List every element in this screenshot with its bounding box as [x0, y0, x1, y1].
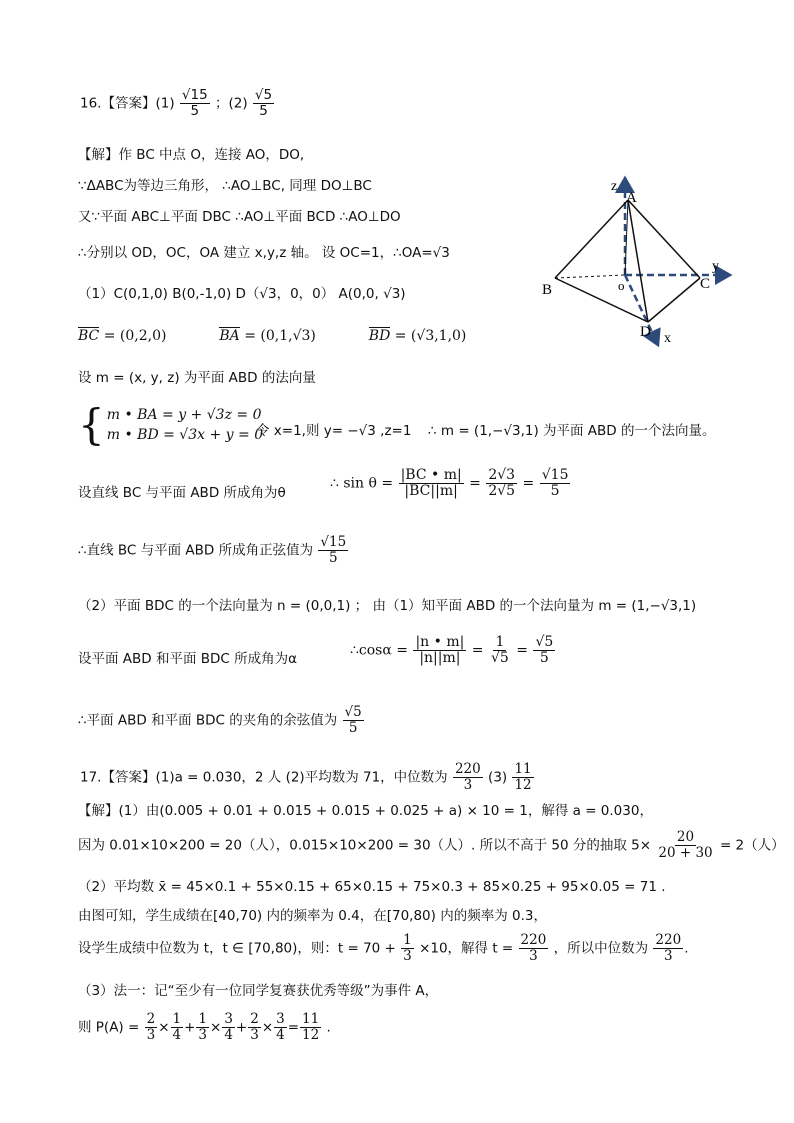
q16-answer2: $\frac{√5}{5}$ — [254, 87, 273, 119]
label-A: A — [626, 190, 637, 206]
label-B: B — [542, 282, 553, 298]
q16-sol-line4: ∴分别以 OD，OC，OA 建立 x,y,z 轴。 设 OC=1，∴OA=√3 — [78, 245, 450, 261]
q16-part2: （2）平面 BDC 的一个法向量为 n = (0,0,1) ； 由（1）知平面 ABD 的一个法向量为 m = (1,−√3,1) — [78, 598, 697, 614]
q16-header: 16.【答案】(1) — [80, 95, 175, 112]
q17-line4: 由图可知，学生成绩在[40,70) 内的频率为 0.4，在[70,80) 内的频率为 0.3， — [78, 908, 547, 924]
q16-sin-conclusion: ∴直线 BC 与平面 ABD 所成角正弦值为 $\frac{√15}{5}$ — [78, 534, 347, 566]
label-y: y — [712, 259, 719, 274]
q16-answer1: $\frac{√15}{5}$ — [181, 87, 208, 119]
q17-line7: 则 P(A) = $\frac{2}{3}$ × $\frac{1}{4}$ + $\frac{1}{3}$ × $\frac{3}{4}$ + $\frac{2}{3}$ × $\frac{3}{4}$ = $\frac{11}{12}$ . — [78, 1011, 331, 1043]
q16-vectors: BC = (0,2,0) BA = (0,1,√3) BD = (√3,1,0) — [78, 328, 467, 344]
q17-line2: 因为 0.01×10×200 = 20（人），0.015×10×200 = 30（人）. 所以不高于 50 分的抽取 5× $\frac{20}{20 + 30}$ = 2（人） — [78, 829, 785, 861]
q16-sol-line3: 又∵平面 ABC⊥平面 DBC ∴AO⊥平面 BCD ∴AO⊥DO — [78, 209, 401, 225]
q17-line1: 【解】(1）由(0.005 + 0.01 + 0.015 + 0.015 + 0.025 + a) × 10 = 1，解得 a = 0.030， — [78, 803, 653, 819]
q16-sol-line1: 【解】作 BC 中点 O，连接 AO，DO, — [78, 147, 305, 163]
label-z: z — [611, 179, 618, 194]
label-D: D — [640, 324, 651, 340]
q16-system: { m • BA = y + √3z = 0 m • BD = √3x + y = 0 — [78, 400, 264, 449]
q16-let-x: 令 x=1,则 y= −√3 ,z=1 — [256, 423, 412, 439]
q16-cos-formula: ∴cosα = $\frac{|n • m|}{|n||m|}$ = $\frac{1}{√5}$ = $\frac{√5}{5}$ — [350, 634, 554, 666]
label-C: C — [700, 276, 711, 292]
tetrahedron-figure — [540, 170, 750, 350]
q16-sys-row2: m • BD = √3x + y = 0 — [106, 427, 264, 443]
q16-normal-result: ∴ m = (1,−√3,1) 为平面 ABD 的一个法向量。 — [428, 423, 716, 439]
q16-cos-set: 设平面 ABD 和平面 BDC 所成角为α — [78, 651, 298, 667]
q16-answer-line: 16.【答案】(1) $\frac{√15}{5}$ ；(2) $\frac{√5}{5}$ — [80, 87, 273, 119]
q17-line3: （2）平均数 x̄ = 45×0.1 + 55×0.15 + 65×0.15 + 75×0.3 + 85×0.25 + 95×0.05 = 71 . — [78, 879, 666, 895]
q16-sin-formula: ∴ sin θ = $\frac{|BC • m|}{|BC||m|}$ = $\frac{2√3}{2√5}$ = $\frac{√15}{5}$ — [330, 467, 569, 499]
q16-sol-line2: ∵ΔABC为等边三角形， ∴AO⊥BC, 同理 DO⊥BC — [78, 178, 372, 194]
q16-coords: （1）C(0,1,0) B(0,-1,0) D（√3，0，0） A(0,0, √3) — [78, 286, 406, 302]
label-O: o — [618, 278, 625, 293]
q16-angle-set: 设直线 BC 与平面 ABD 所成角为θ — [78, 485, 286, 501]
label-x: x — [664, 331, 671, 346]
q17-line5: 设学生成绩中位数为 t，t ∈ [70,80)，则：t = 70 + $\frac{1}{3}$ ×10，解得 t = $\frac{220}{3}$ ，所以中位数为 $\frac{220}{3}$ . — [78, 932, 689, 964]
q16-normal-set: 设 m = (x, y, z) 为平面 ABD 的法向量 — [78, 370, 316, 386]
q17-answer-line: 17.【答案】(1)a = 0.030，2 人 (2)平均数为 71，中位数为 $\frac{220}{3}$ (3) $\frac{11}{12}$ — [80, 761, 532, 793]
q16-sys-row1: m • BA = y + √3z = 0 — [106, 407, 262, 423]
q16-cos-conclusion: ∴平面 ABD 和平面 BDC 的夹角的余弦值为 $\frac{√5}{5}$ — [78, 704, 362, 736]
q17-line6: （3）法一：记“至少有一位同学复赛获优秀等级”为事件 A， — [78, 983, 439, 999]
